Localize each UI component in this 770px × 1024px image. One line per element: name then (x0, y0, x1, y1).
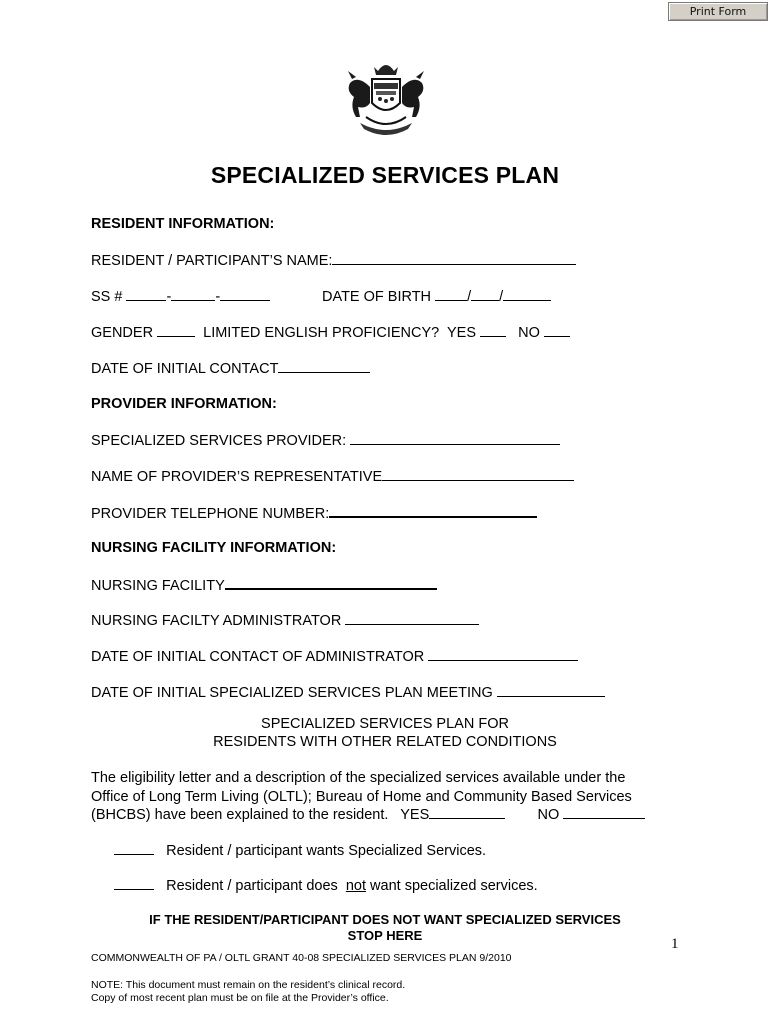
initial-contact-field[interactable] (278, 360, 370, 373)
initial-contact-row (91, 360, 370, 377)
page-number: 1 (671, 936, 679, 952)
provider-section-heading: PROVIDER INFORMATION: (91, 396, 277, 412)
dob-label: DATE OF BIRTH (322, 289, 432, 305)
ss-field-part2[interactable] (171, 288, 215, 301)
facility-admin-field[interactable] (345, 612, 479, 625)
explained-no-label: NO (537, 807, 560, 823)
facility-field[interactable] (225, 576, 437, 590)
stop-instruction-line2: STOP HERE (347, 928, 423, 943)
wants-services-field[interactable] (114, 842, 154, 855)
page-title: SPECIALIZED SERVICES PLAN (210, 162, 560, 188)
lep-no-label: NO (518, 325, 540, 341)
ss-label: SS # (91, 289, 123, 305)
pennsylvania-coat-of-arms-icon (336, 57, 436, 143)
facility-section-heading: NURSING FACILITY INFORMATION: (91, 540, 337, 556)
admin-contact-field[interactable] (428, 648, 578, 661)
resident-section-heading: RESIDENT INFORMATION: (91, 216, 275, 232)
not-want-services-field[interactable] (114, 877, 154, 890)
paragraph-line: Office of Long Term Living (OLTL); Bureau of Home and Community Based Services (91, 788, 632, 805)
provider-phone-field[interactable] (329, 504, 537, 518)
resident-name-row (91, 252, 576, 269)
footer-note2: Copy of most recent plan must be on file at the Provider’s office. (91, 992, 389, 1004)
paragraph-line: The eligibility letter and a description of the specialized services available under the (91, 770, 626, 786)
provider-label: SPECIALIZED SERVICES PROVIDER: (91, 433, 347, 449)
not-want-services-row (114, 877, 538, 894)
dob-month-field[interactable] (435, 288, 467, 301)
ss-field-part1[interactable] (126, 288, 166, 301)
admin-contact-row (91, 648, 578, 665)
initial-contact-label: DATE OF INITIAL CONTACT (91, 361, 279, 377)
provider-phone-row (91, 504, 537, 522)
eligibility-paragraph (91, 769, 691, 825)
facility-label: NURSING FACILITY (91, 578, 225, 594)
paragraph-last-line (91, 806, 691, 825)
not-want-suffix: want specialized services. (370, 878, 538, 894)
ss-field-part3[interactable] (220, 288, 270, 301)
lep-yes-label: YES (447, 325, 477, 341)
facility-admin-label: NURSING FACILTY ADMINISTRATOR (91, 613, 342, 629)
footer-note1: NOTE: This document must remain on the resident’s clinical record. (91, 979, 406, 991)
provider-row (91, 432, 560, 449)
print-form-button[interactable]: Print Form (668, 2, 768, 21)
stop-instruction-line1: IF THE RESIDENT/PARTICIPANT DOES NOT WANT SPECIALIZED SERVICES (149, 912, 621, 927)
plan-meeting-field[interactable] (497, 684, 605, 697)
gender-row (91, 324, 570, 341)
plan-subtitle-line2: RESIDENTS WITH OTHER RELATED CONDITIONS (213, 734, 557, 750)
facility-admin-row (91, 612, 479, 629)
plan-meeting-row (91, 684, 605, 701)
dob-year-field[interactable] (503, 288, 551, 301)
paragraph-line: (BHCBS) have been explained to the resident. (91, 807, 389, 823)
not-word: not (345, 878, 367, 894)
provider-phone-label: PROVIDER TELEPHONE NUMBER: (91, 506, 330, 522)
lep-label: LIMITED ENGLISH PROFICIENCY? (203, 325, 440, 341)
resident-name-label: RESIDENT / PARTICIPANT’S NAME: (91, 253, 333, 269)
plan-meeting-label: DATE OF INITIAL SPECIALIZED SERVICES PLAN MEETING (91, 685, 493, 701)
dob-row: DATE OF BIRTH / / (322, 288, 551, 305)
explained-no-field[interactable] (563, 806, 645, 819)
provider-rep-field[interactable] (382, 468, 574, 481)
explained-yes-label: YES (400, 807, 430, 823)
lep-yes-field[interactable] (480, 324, 506, 337)
provider-rep-label: NAME OF PROVIDER’S REPRESENTATIVE (91, 469, 383, 485)
provider-field[interactable] (350, 432, 560, 445)
wants-services-label: Resident / participant wants Specialized Services. (166, 843, 487, 859)
dob-day-field[interactable] (471, 288, 499, 301)
gender-label: GENDER (91, 325, 154, 341)
ss-row: SS # - - (91, 288, 270, 305)
admin-contact-label: DATE OF INITIAL CONTACT OF ADMINISTRATOR (91, 649, 425, 665)
not-want-prefix: Resident / participant does (166, 878, 338, 894)
gender-field[interactable] (157, 324, 195, 337)
explained-yes-field[interactable] (429, 806, 505, 819)
plan-subtitle-line1: SPECIALIZED SERVICES PLAN FOR (261, 716, 509, 732)
footer-grant: COMMONWEALTH OF PA / OLTL GRANT 40-08 SPECIALIZED SERVICES PLAN 9/2010 (91, 952, 512, 964)
lep-no-field[interactable] (544, 324, 570, 337)
resident-name-field[interactable] (332, 252, 576, 265)
provider-rep-row (91, 468, 574, 485)
wants-services-row (114, 842, 486, 859)
facility-row (91, 576, 437, 594)
